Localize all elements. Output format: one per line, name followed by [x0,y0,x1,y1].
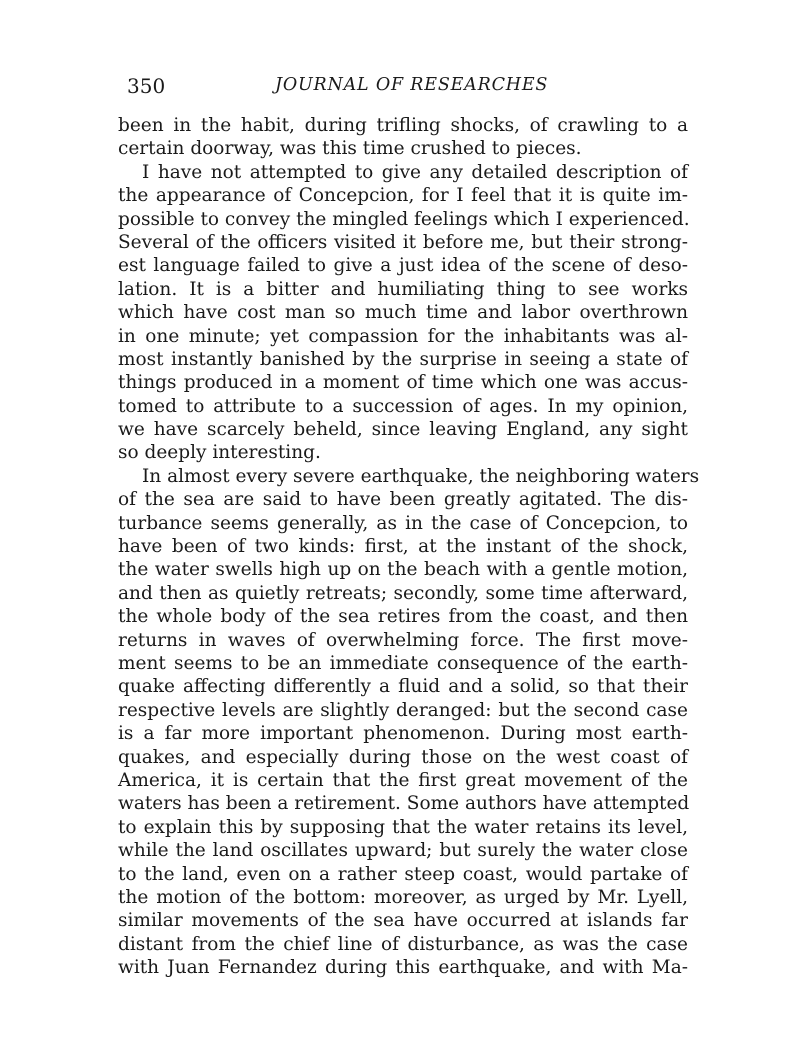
text-line: the water swells high up on the beach with a gentle motion, [118,559,688,581]
text-line: the motion of the bottom: moreover, as urged by Mr. Lyell, [118,886,688,908]
text-line: tomed to attribute to a succession of ages. In my opinion, [118,395,688,417]
text-line: I have not attempted to give any detailed description of [142,161,688,183]
text-line: things produced in a moment of time which one was accus- [118,372,688,394]
text-line: of the sea are said to have been greatly agitated. The dis- [118,489,688,511]
text-line: respective levels are slightly deranged: but the second case [118,699,688,721]
page-number: 350 [127,74,166,98]
text-line: is a far more important phenomenon. During most earth- [118,723,688,745]
text-line: distant from the chief line of disturbance, as was the case [118,933,688,955]
text-line: the appearance of Concepcion, for I feel that it is quite im- [118,185,688,207]
text-line: In almost every severe earthquake, the neighboring waters [142,465,700,487]
text-line: we have scarcely beheld, since leaving England, any sight [118,419,688,441]
text-line: to explain this by supposing that the water retains its level, [118,816,688,838]
text-line: quakes, and especially during those on the west coast of [118,746,688,768]
text-line: waters has been a retirement. Some authors have attempted [118,793,690,815]
text-line: been in the habit, during trifling shocks, of crawling to a [118,115,688,136]
text-line: Several of the officers visited it before me, but their strong- [118,231,688,253]
text-line: America, it is certain that the first great movement of the [118,769,688,791]
text-line: most instantly banished by the surprise in seeing a state of [118,348,688,370]
text-line: with Juan Fernandez during this earthquake, and with Ma- [118,957,688,979]
text-line: returns in waves of overwhelming force. The first move- [118,629,688,651]
text-line: possible to convey the mingled feelings which I experienced. [118,208,690,230]
text-line: to the land, even on a rather steep coast, would partake of [118,863,688,885]
text-line: have been of two kinds: first, at the instant of the shock, [118,536,688,558]
text-line: turbance seems generally, as in the case of Concepcion, to [118,512,688,534]
text-line: quake affecting differently a fluid and a solid, so that their [118,676,688,698]
text-line: in one minute; yet compassion for the inhabitants was al- [118,325,688,347]
body-text [118,114,700,979]
text-line: while the land oscillates upward; but surely the water close [118,840,688,862]
text-line: the whole body of the sea retires from the coast, and then [118,606,688,628]
text-line: est language failed to give a just idea of the scene of deso- [118,255,688,277]
text-line: lation. It is a bitter and humiliating thing to see works [118,278,688,300]
text-line: similar movements of the sea have occurred at islands far [118,910,688,932]
running-head: JOURNAL OF RESEARCHES [275,75,549,95]
text-line: and then as quietly retreats; secondly, some time afterward, [118,582,688,604]
text-line: which have cost man so much time and labor overthrown [118,302,688,324]
page-header [127,74,687,104]
text-line: certain doorway, was this time crushed to pieces. [118,138,582,160]
text-line: so deeply interesting. [118,442,321,464]
text-line: ment seems to be an immediate consequence of the earth- [118,652,688,674]
